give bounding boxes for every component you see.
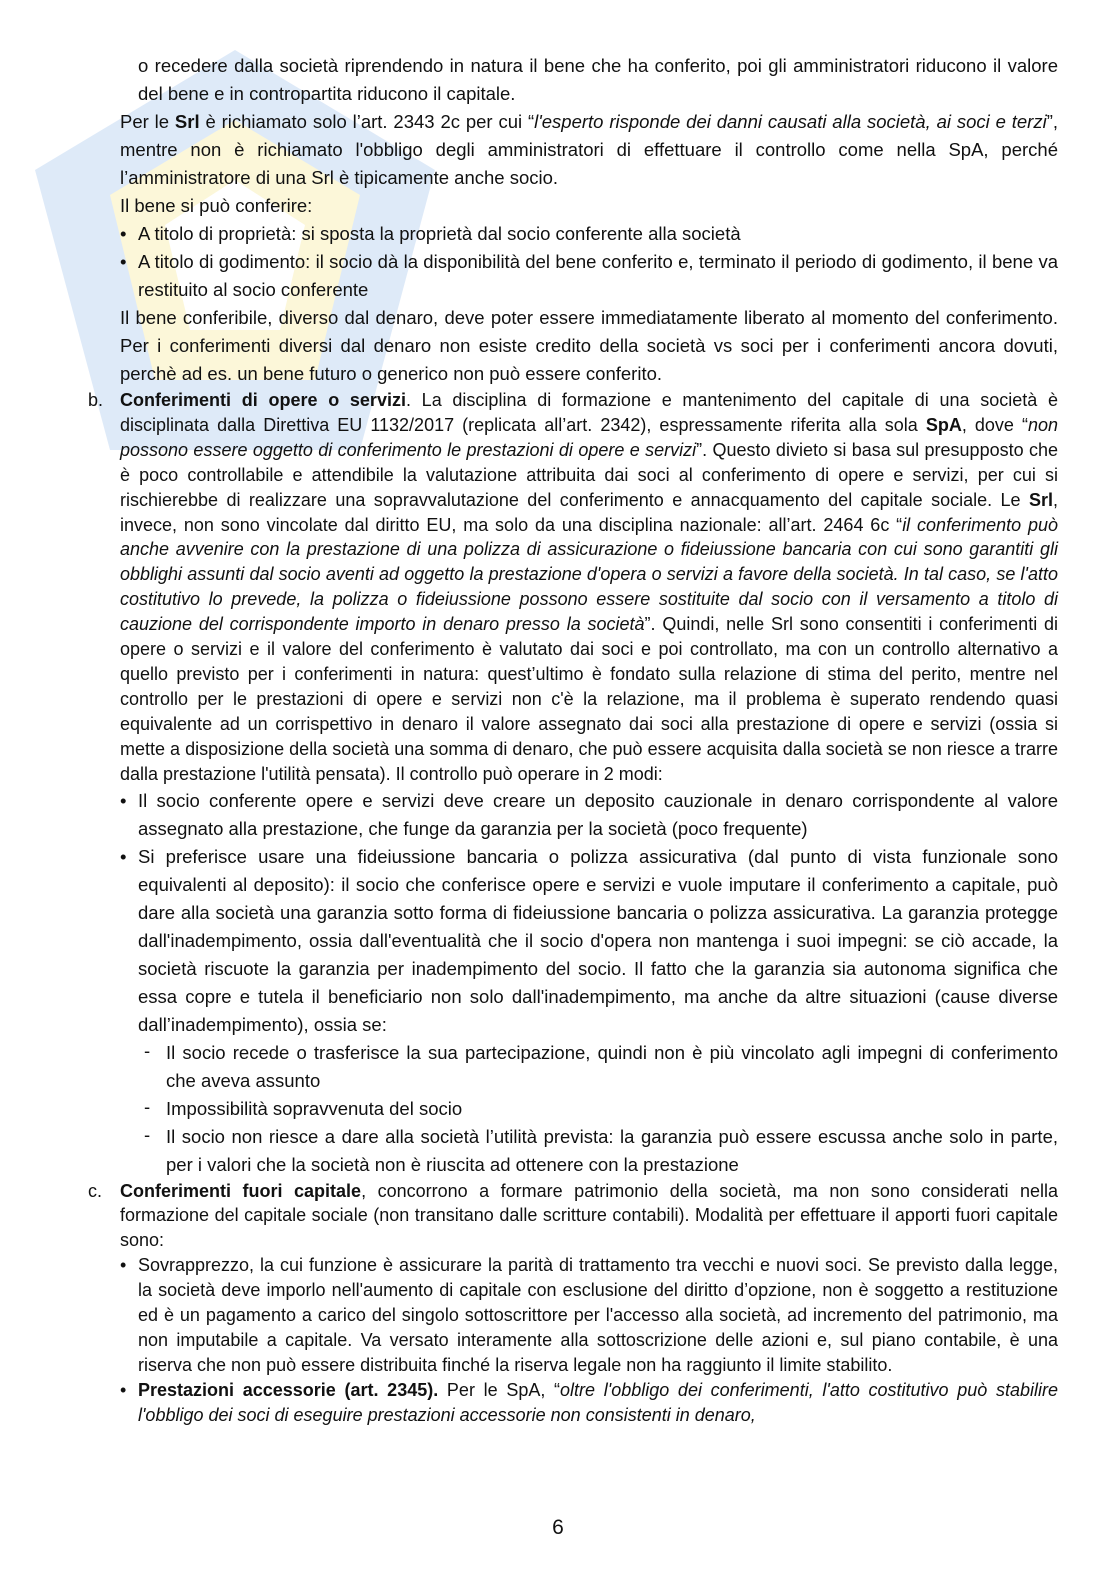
text: ”. Questo divieto si basa sul presupposto che è poco controllabile e attendibile la valutazione attribuita dai soci al conferimento di opere e servizi, per cui si rischierebbe di realizzare una sopravvalutazione del conferimento e annacquamento del capitale sociale. Le <box>120 439 1059 510</box>
bullet-item <box>138 1378 1058 1428</box>
quote: non possono essere oggetto di conferimento le prestazioni di opere e servizi <box>120 414 1059 460</box>
text: , dove “ <box>961 414 1028 435</box>
text: , invece, non sono vincolate dal diritto EU, ma solo da una disciplina nazionale: all’art. 2464 6c “ <box>120 489 1058 535</box>
text: o recedere dalla società riprendendo in natura il bene che ha conferito, poi gli amministratori riducono il valore del bene e in contropartita riducono il capitale. <box>138 55 1058 104</box>
text: Il socio non riesce a dare alla società l’utilità prevista: la garanzia può essere escussa anche solo in parte, per i valori che la società non è riuscita ad ottenere con la prestazione <box>166 1125 1058 1175</box>
paragraph <box>138 52 1058 108</box>
text: Sovrapprezzo, la cui funzione è assicurare la parità di trattamento tra vecchi e nuovi soci. Se previsto dalla legge, la società deve imporlo nell'aumento di capitale con esclusione del diritto d’opzione, non è soggetto a restituzione ed è un pagamento a carico del singolo sottoscrittore per l'accesso alla società, ad incremento del patrimonio, ma non imputabile a capitale. Va versato interamente alla sottoscrizione delle azioni e, sul piano contabile, è una riserva che non può essere distribuita finché la riserva legale non ha raggiunto il limite stabilito. <box>138 1255 1058 1375</box>
page-content <box>0 52 1116 1428</box>
paragraph <box>120 192 1058 220</box>
text: A titolo di godimento: il socio dà la disponibilità del bene conferito e, terminato il periodo di godimento, il bene va restituito al socio conferente <box>138 251 1058 300</box>
text: . La disciplina di formazione e mantenimento del capitale di una società è disciplinata dalla Direttiva EU 1132/2017 (replicata all’art. 2342), espressamente riferita alla sola <box>120 390 1058 435</box>
text: è richiamato solo l’art. 2343 2c per cui “ <box>199 111 535 132</box>
dash-item <box>166 1123 1058 1179</box>
text: Per le <box>120 111 175 132</box>
text: Si preferisce usare una fideiussione bancaria o polizza assicurativa (dal punto di vista funzionale sono equivalenti al deposito): il socio che conferisce opere e servizi e vuole imputare il conferimento a capitale, può dare alla società una garanzia sotto forma di fideiussione bancaria o polizza assicurativa. La garanzia protegge dall'inadempimento, ossia dall'eventualità che il socio d'opera non mantenga i suoi impegni: se ciò accade, la società riscuote la garanzia per inadempimento del socio. Il fatto che la garanzia sia autonoma significa che essa copre e tutela il beneficiario non solo dall'inadempimento, ma anche da altre situazioni (cause diverse dall’inadempimento), ossia se: <box>138 845 1058 1035</box>
quote: oltre l'obbligo dei conferimenti, l'atto costitutivo può stabilire l'obbligo dei soci di eseguire prestazioni accessorie non consistenti in denaro, <box>138 1379 1059 1425</box>
page-number: 6 <box>552 1516 564 1539</box>
dash-item <box>166 1039 1058 1095</box>
text: Impossibilità sopravvenuta del socio <box>166 1097 463 1119</box>
text: A titolo di proprietà: si sposta la proprietà dal socio conferente alla società <box>138 223 741 244</box>
list-item-b <box>88 388 1059 787</box>
paragraph <box>120 108 1058 192</box>
text: Il socio conferente opere e servizi deve creare un deposito cauzionale in denaro corrispondente al valore assegnato alla prestazione, che funge da garanzia per la società (poco frequente) <box>138 789 1058 839</box>
list-item-c <box>88 1179 1058 1254</box>
paragraph <box>120 304 1058 388</box>
text: Il bene conferibile, diverso dal denaro, deve poter essere immediatamente liberato al momento del conferimento. Per i conferimenti diversi dal denaro non esiste credito della società vs soci per i conferimenti ancora dovuti, perchè ad es. un bene futuro o generico non può essere conferito. <box>120 307 1058 384</box>
quote: l'esperto risponde dei danni causati alla società, ai soci e terzi <box>534 111 1047 132</box>
bullet-item <box>138 248 1058 304</box>
quote: il conferimento può anche avvenire con la prestazione di una polizza di assicurazione o fideiussione bancaria con cui sono garantiti gli obblighi assunti dal socio aventi ad oggetto la prestazione d'opera o servizi a favore della società. In tal caso, se l'atto costitutivo lo prevede, la polizza o fideiussione possono essere sostituite dal socio con il versamento a titolo di cauzione del corrispondente importo in denaro presso la società <box>120 514 1058 635</box>
bullet-item <box>138 787 1058 843</box>
list-marker: b. <box>88 390 104 410</box>
bold-term: Srl <box>1028 489 1053 510</box>
section-heading: Conferimenti fuori capitale <box>120 1180 362 1201</box>
list-marker: c. <box>88 1180 103 1201</box>
text: Per le SpA, “ <box>438 1379 561 1400</box>
section-heading: Conferimenti di opere o servizi <box>120 390 406 410</box>
text: Il socio recede o trasferisce la sua partecipazione, quindi non è più vincolato agli impegni di conferimento che aveva assunto <box>166 1041 1058 1091</box>
bullet-item <box>138 220 1058 248</box>
bold-term: Prestazioni accessorie (art. 2345). <box>138 1379 439 1400</box>
text: Il bene si può conferire: <box>120 195 313 216</box>
bold-term: SpA <box>925 414 962 435</box>
bold-term: Srl <box>174 111 200 132</box>
bullet-item <box>138 1253 1058 1378</box>
text: ”. Quindi, nelle Srl sono consentiti i conferimenti di opere o servizi e il valore del conferimento è valutato dai soci e poi controllato, ma con un controllo alternativo a quello previsto per i conferimenti in natura: quest’ultimo è fondato sulla relazione di stima del perito, mentre nel controllo per le prestazioni di opere e servizi non c'è la relazione, ma il problema è superato rendendo quasi equivalente ad un corrispettivo in denaro il valore assegnato dai soci alla prestazione di opere e servizi (ossia si mette a disposizione della società una somma di denaro, che può essere acquisita dalla società se non riesce a trarre dalla prestazione l'utilità pensata). Il controllo può operare in 2 modi: <box>120 614 1058 784</box>
text: ”, mentre non è richiamato l'obbligo degli amministratori di effettuare il controllo come nella SpA, perché l’amministratore di una Srl è tipicamente anche socio. <box>120 111 1059 188</box>
bullet-item <box>138 843 1058 1039</box>
dash-item <box>166 1095 1058 1123</box>
text: , concorrono a formare patrimonio della società, ma non sono considerati nella formazione del capitale sociale (non transitano dalle scritture contabili). Modalità per effettuare il apporti fuori capitale sono: <box>120 1180 1058 1251</box>
